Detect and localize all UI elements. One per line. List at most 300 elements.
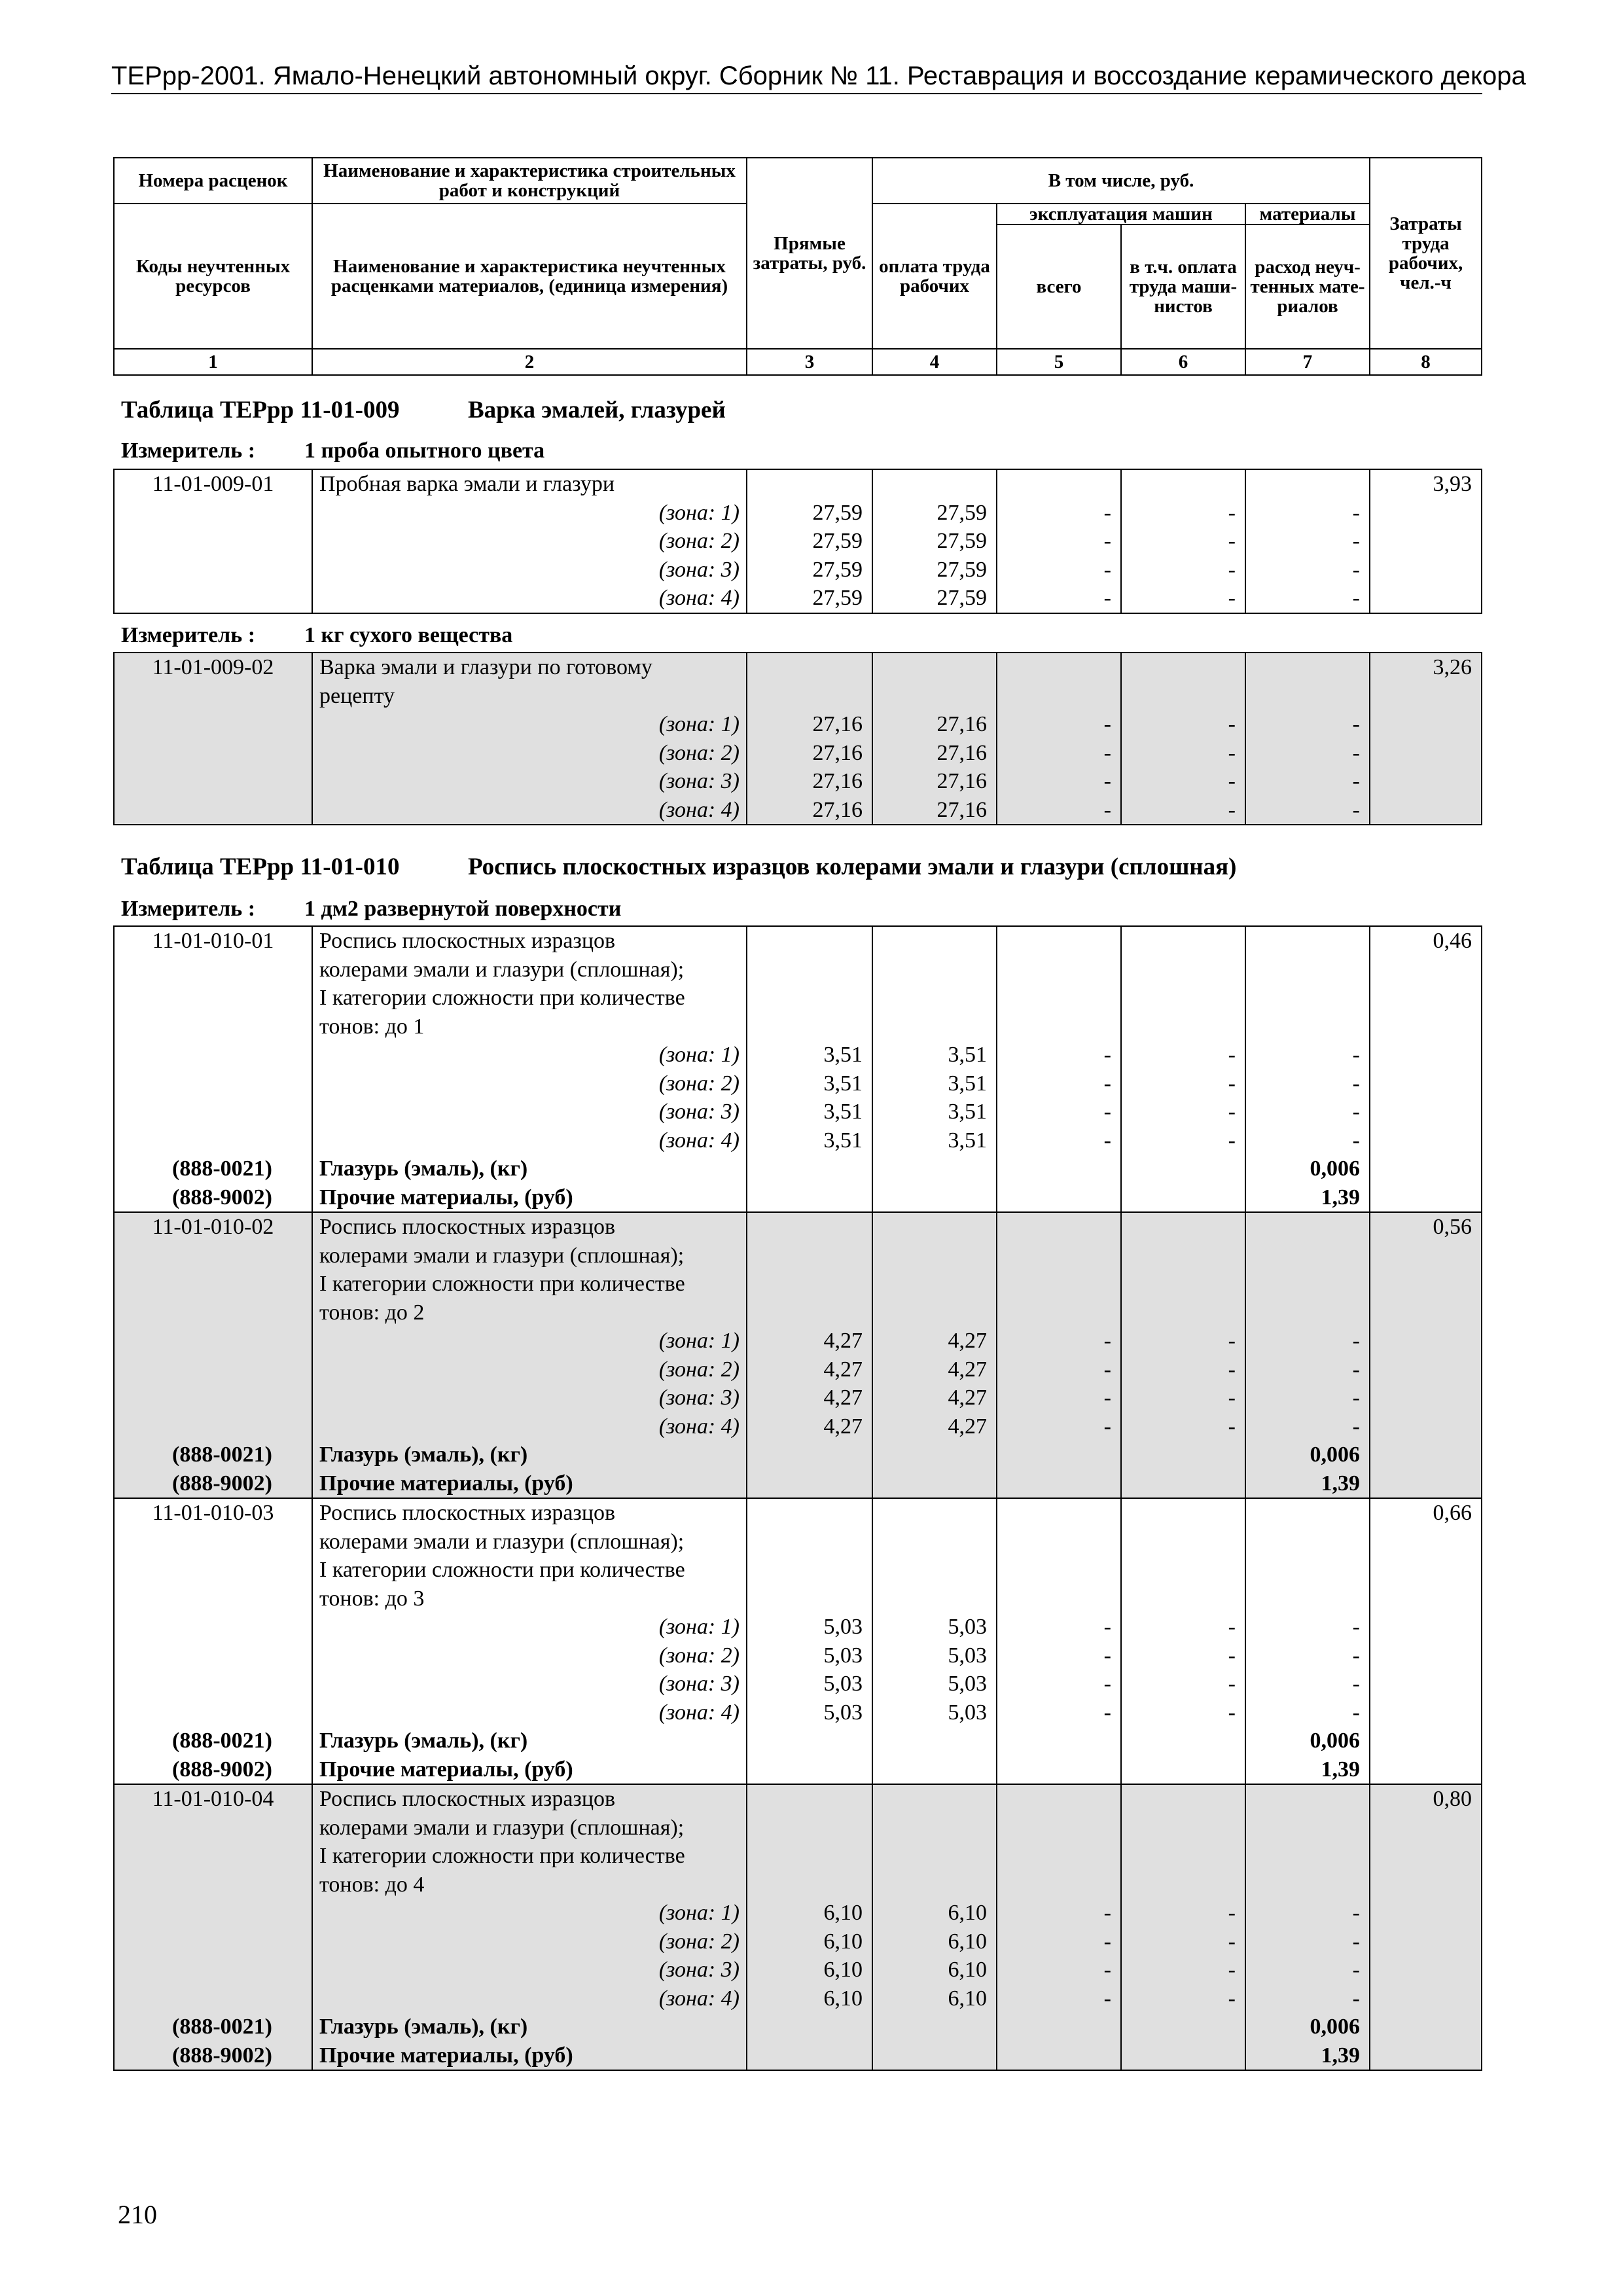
machinist-pay-cell — [1121, 956, 1245, 984]
machines-total-cell: - — [997, 1412, 1121, 1441]
description-cell: тонов: до 3 — [312, 1585, 747, 1613]
labor-hours-cell — [1370, 1613, 1482, 1641]
direct-cost-cell — [747, 1842, 872, 1871]
description-cell: (зона: 2) — [312, 739, 747, 768]
labor-hours-cell — [1370, 1441, 1482, 1469]
direct-cost-cell: 6,10 — [747, 1899, 872, 1928]
description-cell: I категории сложности при количестве — [312, 1556, 747, 1585]
col-pryamye: Прямые затраты, руб. — [747, 158, 872, 349]
machinist-pay-cell: - — [1121, 556, 1245, 584]
description-cell: (зона: 2) — [312, 1641, 747, 1670]
labor-pay-cell: 4,27 — [872, 1327, 997, 1355]
materials-cell: - — [1245, 1384, 1370, 1412]
labor-hours-cell: 0,56 — [1370, 1212, 1482, 1242]
description-cell: Прочие материалы, (руб) — [312, 1183, 747, 1213]
materials-cell: - — [1245, 1698, 1370, 1727]
direct-cost-cell — [747, 1212, 872, 1242]
rate-code-cell: (888-0021) — [114, 2013, 312, 2041]
labor-pay-cell: 3,51 — [872, 1126, 997, 1155]
col-naim2: Наименование и характеристика неучтенных расценками материалов, (единица измерения) — [312, 204, 747, 349]
table-row — [114, 1270, 1482, 1299]
machinist-pay-cell — [1121, 1441, 1245, 1469]
machinist-pay-cell — [1121, 682, 1245, 711]
direct-cost-cell — [747, 1183, 872, 1213]
labor-hours-cell — [1370, 2013, 1482, 2041]
materials-cell: - — [1245, 1984, 1370, 2013]
direct-cost-cell: 4,27 — [747, 1327, 872, 1355]
materials-cell: - — [1245, 1928, 1370, 1956]
machines-total-cell — [997, 1155, 1121, 1183]
labor-pay-cell: 4,27 — [872, 1412, 997, 1441]
machinist-pay-cell — [1121, 653, 1245, 682]
machinist-pay-cell — [1121, 2013, 1245, 2041]
materials-cell — [1245, 1556, 1370, 1585]
machines-total-cell — [997, 1242, 1121, 1270]
rate-code-cell — [114, 556, 312, 584]
direct-cost-cell: 5,03 — [747, 1670, 872, 1698]
machines-total-cell: - — [997, 1956, 1121, 1984]
table-row — [114, 1641, 1482, 1670]
table-row — [114, 956, 1482, 984]
labor-hours-cell — [1370, 710, 1482, 739]
table-row — [114, 710, 1482, 739]
machinist-pay-cell — [1121, 926, 1245, 956]
table-title — [121, 852, 1236, 882]
direct-cost-cell: 27,16 — [747, 710, 872, 739]
materials-cell: - — [1245, 1327, 1370, 1355]
materials-cell: 1,39 — [1245, 2041, 1370, 2071]
col-v-tom: В том числе, руб. — [872, 158, 1370, 204]
labor-hours-cell — [1370, 556, 1482, 584]
rate-code-cell: (888-0021) — [114, 1727, 312, 1755]
machines-total-cell: - — [997, 584, 1121, 613]
machinist-pay-cell: - — [1121, 1670, 1245, 1698]
machinist-pay-cell — [1121, 1155, 1245, 1183]
machinist-pay-cell: - — [1121, 1355, 1245, 1384]
labor-pay-cell — [872, 1013, 997, 1041]
labor-hours-cell — [1370, 984, 1482, 1013]
table-row — [114, 1956, 1482, 1984]
machines-total-cell — [997, 1727, 1121, 1755]
labor-hours-cell — [1370, 1928, 1482, 1956]
labor-hours-cell — [1370, 767, 1482, 796]
labor-hours-cell — [1370, 1412, 1482, 1441]
labor-pay-cell: 5,03 — [872, 1613, 997, 1641]
labor-pay-cell — [872, 1441, 997, 1469]
direct-cost-cell — [747, 1814, 872, 1842]
description-cell: Роспись плоскостных изразцов — [312, 1498, 747, 1528]
machinist-pay-cell — [1121, 1013, 1245, 1041]
labor-hours-cell — [1370, 1384, 1482, 1412]
meter-value: 1 дм2 развернутой поверхности — [304, 897, 622, 921]
machines-total-cell — [997, 682, 1121, 711]
description-cell: Прочие материалы, (руб) — [312, 1469, 747, 1499]
table-row — [114, 1355, 1482, 1384]
machinist-pay-cell — [1121, 984, 1245, 1013]
rate-code-cell — [114, 1613, 312, 1641]
labor-pay-cell — [872, 926, 997, 956]
labor-pay-cell — [872, 1784, 997, 1814]
description-cell: (зона: 4) — [312, 1698, 747, 1727]
materials-cell — [1245, 1871, 1370, 1899]
rate-code-cell — [114, 1013, 312, 1041]
materials-cell — [1245, 956, 1370, 984]
labor-pay-cell: 3,51 — [872, 1098, 997, 1126]
materials-cell: - — [1245, 1956, 1370, 1984]
table-name: Варка эмалей, глазурей — [468, 397, 726, 423]
machines-total-cell — [997, 1528, 1121, 1556]
table-row — [114, 556, 1482, 584]
rate-code-cell — [114, 1299, 312, 1327]
description-cell: (зона: 1) — [312, 1041, 747, 1069]
table-row — [114, 767, 1482, 796]
machines-total-cell: - — [997, 1041, 1121, 1069]
rate-code-cell — [114, 1528, 312, 1556]
machinist-pay-cell: - — [1121, 1126, 1245, 1155]
materials-cell: - — [1245, 1412, 1370, 1441]
machines-total-cell — [997, 956, 1121, 984]
materials-cell: - — [1245, 767, 1370, 796]
table-row — [114, 1412, 1482, 1441]
materials-cell: 0,006 — [1245, 2013, 1370, 2041]
labor-pay-cell: 3,51 — [872, 1069, 997, 1098]
rate-code-cell — [114, 1641, 312, 1670]
materials-cell: 1,39 — [1245, 1469, 1370, 1499]
rate-code-cell — [114, 1928, 312, 1956]
rate-code-cell — [114, 984, 312, 1013]
machinist-pay-cell: - — [1121, 1327, 1245, 1355]
direct-cost-cell — [747, 1155, 872, 1183]
machines-total-cell — [997, 1212, 1121, 1242]
rate-code-cell — [114, 527, 312, 556]
description-cell: колерами эмали и глазури (сплошная); — [312, 1814, 747, 1842]
labor-pay-cell: 4,27 — [872, 1384, 997, 1412]
machines-total-cell — [997, 1871, 1121, 1899]
materials-cell: - — [1245, 527, 1370, 556]
table-row — [114, 1613, 1482, 1641]
labor-pay-cell: 27,59 — [872, 584, 997, 613]
materials-cell: - — [1245, 1355, 1370, 1384]
machinist-pay-cell: - — [1121, 1956, 1245, 1984]
labor-pay-cell — [872, 1755, 997, 1785]
table-row — [114, 1670, 1482, 1698]
rate-code-cell — [114, 1041, 312, 1069]
direct-cost-cell: 27,59 — [747, 499, 872, 528]
machines-total-cell — [997, 1842, 1121, 1871]
materials-cell — [1245, 1299, 1370, 1327]
direct-cost-cell — [747, 1498, 872, 1528]
table-row — [114, 469, 1482, 499]
description-cell: (зона: 1) — [312, 1327, 747, 1355]
machinist-pay-cell: - — [1121, 584, 1245, 613]
labor-pay-cell: 4,27 — [872, 1355, 997, 1384]
machines-total-cell: - — [997, 1069, 1121, 1098]
labor-hours-cell — [1370, 1585, 1482, 1613]
labor-pay-cell — [872, 469, 997, 499]
materials-cell — [1245, 1814, 1370, 1842]
direct-cost-cell — [747, 956, 872, 984]
materials-cell: 0,006 — [1245, 1155, 1370, 1183]
machinist-pay-cell: - — [1121, 1698, 1245, 1727]
table-row — [114, 1441, 1482, 1469]
labor-hours-cell — [1370, 1814, 1482, 1842]
table-row — [114, 584, 1482, 613]
machines-total-cell: - — [997, 1899, 1121, 1928]
labor-hours-cell — [1370, 2041, 1482, 2071]
table-row — [114, 1183, 1482, 1213]
table-row — [114, 527, 1482, 556]
column-header-table — [113, 157, 1482, 376]
col-vsego: всего — [997, 224, 1121, 349]
table-row — [114, 1013, 1482, 1041]
machinist-pay-cell — [1121, 1871, 1245, 1899]
direct-cost-cell: 6,10 — [747, 1984, 872, 2013]
labor-hours-cell — [1370, 1469, 1482, 1499]
rate-code-cell — [114, 1384, 312, 1412]
labor-hours-cell — [1370, 1670, 1482, 1698]
machinist-pay-cell — [1121, 1212, 1245, 1242]
direct-cost-cell: 27,16 — [747, 767, 872, 796]
meter-label: Измеритель : — [121, 897, 256, 921]
labor-hours-cell: 0,66 — [1370, 1498, 1482, 1528]
labor-hours-cell — [1370, 1183, 1482, 1213]
col-num: 1 — [114, 349, 312, 375]
table-row — [114, 1842, 1482, 1871]
table-row — [114, 1384, 1482, 1412]
materials-cell — [1245, 1585, 1370, 1613]
materials-cell — [1245, 653, 1370, 682]
labor-pay-cell: 27,16 — [872, 767, 997, 796]
labor-hours-cell — [1370, 1327, 1482, 1355]
labor-hours-cell — [1370, 1899, 1482, 1928]
meter-line — [121, 895, 621, 923]
machinist-pay-cell — [1121, 1784, 1245, 1814]
machines-total-cell — [997, 1013, 1121, 1041]
table-row — [114, 1212, 1482, 1242]
machines-total-cell — [997, 1299, 1121, 1327]
labor-hours-cell — [1370, 682, 1482, 711]
direct-cost-cell: 27,16 — [747, 739, 872, 768]
table-row — [114, 1327, 1482, 1355]
table-row — [114, 1727, 1482, 1755]
machines-total-cell: - — [997, 767, 1121, 796]
table-row — [114, 1899, 1482, 1928]
labor-hours-cell — [1370, 1126, 1482, 1155]
table-row — [114, 1155, 1482, 1183]
rate-code-cell — [114, 499, 312, 528]
labor-hours-cell: 0,46 — [1370, 926, 1482, 956]
direct-cost-cell — [747, 2013, 872, 2041]
machinist-pay-cell — [1121, 1242, 1245, 1270]
labor-hours-cell — [1370, 1355, 1482, 1384]
direct-cost-cell — [747, 1270, 872, 1299]
labor-hours-cell — [1370, 1242, 1482, 1270]
table-row — [114, 1299, 1482, 1327]
labor-hours-cell — [1370, 1013, 1482, 1041]
labor-hours-cell — [1370, 1727, 1482, 1755]
machines-total-cell — [997, 1585, 1121, 1613]
description-cell: Глазурь (эмаль), (кг) — [312, 2013, 747, 2041]
table-title — [121, 395, 726, 425]
materials-cell: - — [1245, 1041, 1370, 1069]
table-row — [114, 1585, 1482, 1613]
direct-cost-cell — [747, 1242, 872, 1270]
description-cell: Роспись плоскостных изразцов — [312, 1212, 747, 1242]
materials-cell: - — [1245, 1670, 1370, 1698]
materials-cell — [1245, 469, 1370, 499]
labor-hours-cell — [1370, 584, 1482, 613]
machinist-pay-cell: - — [1121, 1412, 1245, 1441]
table-row — [114, 1098, 1482, 1126]
rate-code-cell — [114, 1270, 312, 1299]
description-cell: (зона: 1) — [312, 1613, 747, 1641]
direct-cost-cell — [747, 1013, 872, 1041]
machines-total-cell — [997, 1814, 1121, 1842]
machines-total-cell — [997, 2041, 1121, 2071]
description-cell: колерами эмали и глазури (сплошная); — [312, 956, 747, 984]
description-cell: Прочие материалы, (руб) — [312, 1755, 747, 1785]
machines-total-cell — [997, 1556, 1121, 1585]
machines-total-cell — [997, 2013, 1121, 2041]
description-cell: Глазурь (эмаль), (кг) — [312, 1441, 747, 1469]
description-cell: (зона: 4) — [312, 1984, 747, 2013]
materials-cell: - — [1245, 1126, 1370, 1155]
machines-total-cell: - — [997, 710, 1121, 739]
machines-total-cell — [997, 1498, 1121, 1528]
machinist-pay-cell: - — [1121, 1069, 1245, 1098]
labor-pay-cell — [872, 2013, 997, 2041]
direct-cost-cell — [747, 1585, 872, 1613]
materials-cell — [1245, 1784, 1370, 1814]
labor-hours-cell — [1370, 1956, 1482, 1984]
materials-cell — [1245, 1013, 1370, 1041]
labor-pay-cell: 6,10 — [872, 1928, 997, 1956]
labor-hours-cell — [1370, 1528, 1482, 1556]
machines-total-cell: - — [997, 499, 1121, 528]
description-cell: (зона: 3) — [312, 1098, 747, 1126]
description-cell: тонов: до 1 — [312, 1013, 747, 1041]
rate-code-cell — [114, 1814, 312, 1842]
labor-pay-cell: 6,10 — [872, 1984, 997, 2013]
machines-total-cell — [997, 653, 1121, 682]
rate-code-cell — [114, 1412, 312, 1441]
materials-cell — [1245, 1212, 1370, 1242]
description-cell: Глазурь (эмаль), (кг) — [312, 1727, 747, 1755]
direct-cost-cell: 4,27 — [747, 1412, 872, 1441]
table-row — [114, 739, 1482, 768]
rate-code-cell — [114, 710, 312, 739]
labor-pay-cell: 27,16 — [872, 796, 997, 825]
labor-pay-cell — [872, 1871, 997, 1899]
labor-pay-cell: 5,03 — [872, 1698, 997, 1727]
table-row — [114, 499, 1482, 528]
machines-total-cell — [997, 469, 1121, 499]
description-cell: (зона: 2) — [312, 1928, 747, 1956]
direct-cost-cell: 5,03 — [747, 1641, 872, 1670]
machinist-pay-cell — [1121, 2041, 1245, 2071]
table-row — [114, 2041, 1482, 2071]
machines-total-cell — [997, 1469, 1121, 1499]
rate-code-cell — [114, 1871, 312, 1899]
direct-cost-cell: 6,10 — [747, 1928, 872, 1956]
machinist-pay-cell: - — [1121, 710, 1245, 739]
table-row — [114, 1528, 1482, 1556]
meter-label: Измеритель : — [121, 623, 256, 647]
materials-cell — [1245, 926, 1370, 956]
col-num: 3 — [747, 349, 872, 375]
labor-hours-cell — [1370, 739, 1482, 768]
labor-pay-cell — [872, 1528, 997, 1556]
materials-cell: - — [1245, 1098, 1370, 1126]
description-cell: (зона: 3) — [312, 556, 747, 584]
machinist-pay-cell — [1121, 1299, 1245, 1327]
rates-table — [113, 652, 1482, 825]
machines-total-cell: - — [997, 1613, 1121, 1641]
rate-code-cell — [114, 956, 312, 984]
machines-total-cell: - — [997, 1641, 1121, 1670]
col-num: 6 — [1121, 349, 1245, 375]
labor-hours-cell — [1370, 1155, 1482, 1183]
running-header: ТЕРрр-2001. Ямало-Ненецкий автономный округ. Сборник № 11. Реставрация и воссоздание керамического декора — [111, 60, 1482, 94]
direct-cost-cell — [747, 1441, 872, 1469]
meter-value: 1 проба опытного цвета — [304, 439, 545, 463]
machinist-pay-cell — [1121, 1183, 1245, 1213]
direct-cost-cell: 4,27 — [747, 1384, 872, 1412]
machinist-pay-cell — [1121, 1755, 1245, 1785]
direct-cost-cell: 5,03 — [747, 1613, 872, 1641]
materials-cell — [1245, 1270, 1370, 1299]
rate-code-cell — [114, 1242, 312, 1270]
direct-cost-cell: 3,51 — [747, 1041, 872, 1069]
materials-cell — [1245, 1842, 1370, 1871]
labor-hours-cell — [1370, 1270, 1482, 1299]
machinist-pay-cell: - — [1121, 1384, 1245, 1412]
machinist-pay-cell: - — [1121, 1098, 1245, 1126]
machinist-pay-cell — [1121, 1469, 1245, 1499]
labor-pay-cell — [872, 1498, 997, 1528]
rate-code-cell: (888-9002) — [114, 1755, 312, 1785]
table-row — [114, 1242, 1482, 1270]
machines-total-cell: - — [997, 1355, 1121, 1384]
direct-cost-cell — [747, 1299, 872, 1327]
rates-table — [113, 925, 1482, 2071]
rate-code-cell — [114, 1984, 312, 2013]
table-row — [114, 1814, 1482, 1842]
rate-code-cell: 11-01-009-02 — [114, 653, 312, 682]
machines-total-cell: - — [997, 1928, 1121, 1956]
col-materialy: материалы — [1245, 204, 1370, 224]
machines-total-cell — [997, 984, 1121, 1013]
table-row — [114, 1498, 1482, 1528]
labor-hours-cell — [1370, 1871, 1482, 1899]
description-cell: I категории сложности при количестве — [312, 1270, 747, 1299]
materials-cell: - — [1245, 1899, 1370, 1928]
direct-cost-cell — [747, 2041, 872, 2071]
machines-total-cell — [997, 926, 1121, 956]
description-cell: колерами эмали и глазури (сплошная); — [312, 1242, 747, 1270]
machinist-pay-cell: - — [1121, 796, 1245, 825]
labor-pay-cell: 27,16 — [872, 739, 997, 768]
direct-cost-cell — [747, 1727, 872, 1755]
labor-pay-cell: 5,03 — [872, 1641, 997, 1670]
rate-code-cell — [114, 1126, 312, 1155]
description-cell: (зона: 1) — [312, 1899, 747, 1928]
col-nomera: Номера расценок — [114, 158, 312, 204]
machines-total-cell: - — [997, 739, 1121, 768]
labor-hours-cell — [1370, 1698, 1482, 1727]
labor-pay-cell: 3,51 — [872, 1041, 997, 1069]
materials-cell: - — [1245, 796, 1370, 825]
